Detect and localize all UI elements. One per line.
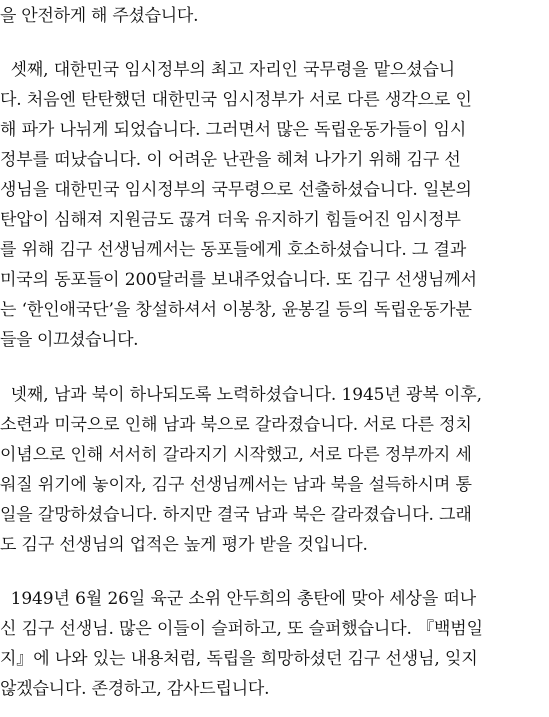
text-line: 소련과 미국으로 인해 남과 북으로 갈라졌습니다. 서로 다른 정치: [0, 415, 472, 435]
text-line: 미국의 동포들이 200달러를 보내주었습니다. 또 김구 선생님께서: [0, 270, 477, 290]
text-line: 신 김구 선생님. 많은 이들이 슬퍼하고, 또 슬퍼했습니다. 『백범일: [0, 619, 483, 639]
text-line: 이념으로 인해 서서히 갈라지기 시작했고, 서로 다른 정부까지 세: [0, 445, 472, 465]
text-line: 지』에 나와 있는 내용처럼, 독립을 희망하셨던 김구 선생님, 잊지: [0, 649, 478, 669]
text-line: 탄압이 심해져 지원금도 끊겨 더욱 유지하기 힘들어진 임시정부: [0, 210, 461, 230]
text-line: 를 위해 김구 선생님께서는 동포들에게 호소하셨습니다. 그 결과: [0, 240, 467, 260]
text-line: 않겠습니다. 존경하고, 감사드립니다.: [0, 679, 270, 699]
text-line: 는 ‘한인애국단’을 창설하셔서 이봉창, 윤봉길 등의 독립운동가분: [0, 300, 472, 320]
text-line: 넷째, 남과 북이 하나되도록 노력하셨습니다. 1945년 광복 이후,: [0, 385, 482, 405]
text-line: 1949년 6월 26일 육군 소위 안두희의 총탄에 맞아 세상을 떠나: [0, 589, 477, 609]
text-line: 셋째, 대한민국 임시정부의 최고 자리인 국무령을 맡으셨습니: [0, 60, 456, 80]
text-line: 을 안전하게 해 주셨습니다.: [0, 6, 199, 26]
text-line: 해 파가 나뉘게 되었습니다. 그러면서 많은 독립운동가들이 임시: [0, 120, 467, 140]
text-line: 워질 위기에 놓이자, 김구 선생님께서는 남과 북을 설득하시며 통: [0, 475, 472, 495]
text-line: 들을 이끄셨습니다.: [0, 330, 139, 350]
text-line: 정부를 떠났습니다. 이 어려운 난관을 헤쳐 나가기 위해 김구 선: [0, 150, 461, 170]
text-line: 생님을 대한민국 임시정부의 국무령으로 선출하셨습니다. 일본의: [0, 180, 472, 200]
text-line: 일을 갈망하셨습니다. 하지만 결국 남과 북은 갈라졌습니다. 그래: [0, 505, 472, 525]
text-line: 도 김구 선생님의 업적은 높게 평가 받을 것입니다.: [0, 535, 368, 555]
text-line: 다. 처음엔 탄탄했던 대한민국 임시정부가 서로 다른 생각으로 인: [0, 90, 472, 110]
